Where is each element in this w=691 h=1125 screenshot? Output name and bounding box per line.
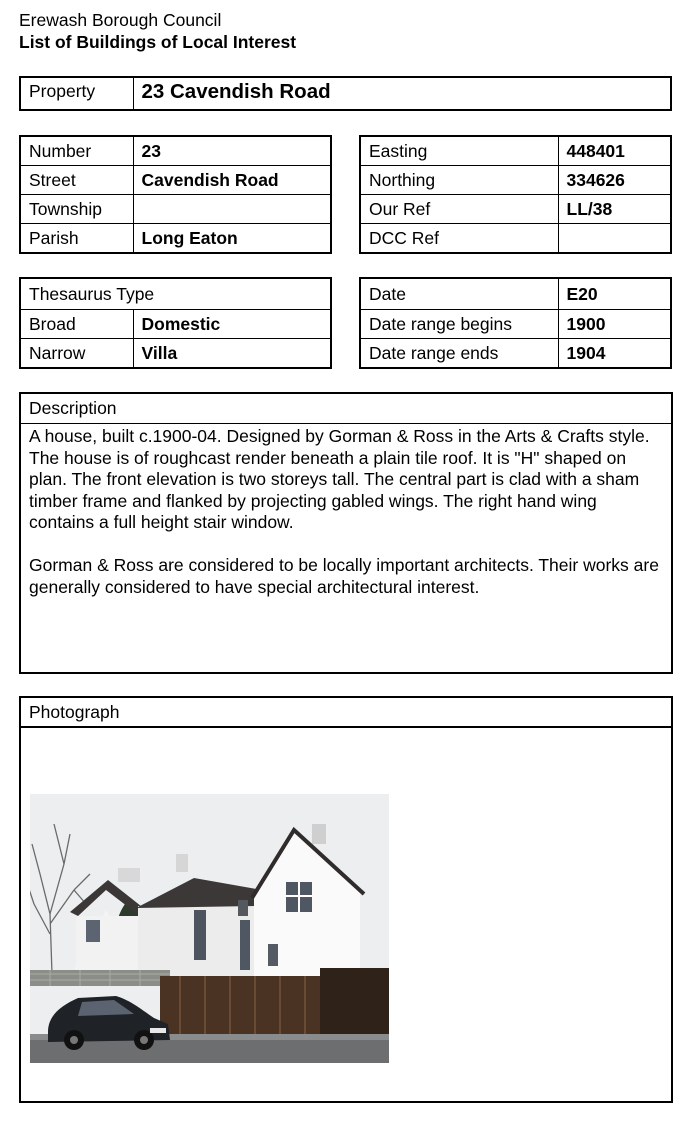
easting-value: 448401: [558, 136, 671, 166]
date-begins-label: Date range begins: [360, 310, 558, 339]
description-text: [21, 424, 671, 598]
house-photo: [30, 794, 389, 1063]
street-label: Street: [20, 166, 133, 195]
dates-table: [359, 277, 672, 369]
date-label: Date: [360, 278, 558, 310]
township-label: Township: [20, 195, 133, 224]
narrow-label: Narrow: [20, 339, 133, 369]
our-ref-value: LL/38: [558, 195, 671, 224]
parish-label: Parish: [20, 224, 133, 254]
street-value: Cavendish Road: [133, 166, 331, 195]
thesaurus-title: Thesaurus Type: [20, 278, 331, 310]
property-label: Property: [20, 77, 133, 110]
date-ends-label: Date range ends: [360, 339, 558, 369]
number-value: 23: [133, 136, 331, 166]
description-paragraph: Gorman & Ross are considered to be locally important architects. Their works are generally considered to have special architectural interest.: [29, 555, 659, 597]
description-paragraph: A house, built c.1900-04. Designed by Gorman & Ross in the Arts & Crafts style. The house is of roughcast render beneath a plain tile roof. It is "H" shaped on plan. The front elevation is two storeys tall. The central part is clad with a sham timber frame and flanked by projecting gabled wings. The right hand wing contains a full height stair window.: [29, 426, 650, 532]
property-value: 23 Cavendish Road: [133, 77, 671, 110]
photograph-box: [19, 696, 673, 1103]
township-value: [133, 195, 331, 224]
number-label: Number: [20, 136, 133, 166]
photograph-label: Photograph: [21, 698, 671, 728]
thesaurus-table: [19, 277, 332, 369]
date-begins-value: 1900: [558, 310, 671, 339]
easting-label: Easting: [360, 136, 558, 166]
broad-value: Domestic: [133, 310, 331, 339]
parish-value: Long Eaton: [133, 224, 331, 254]
council-name: Erewash Borough Council: [19, 10, 222, 30]
address-table: [19, 135, 332, 254]
list-title: List of Buildings of Local Interest: [19, 32, 297, 52]
broad-label: Broad: [20, 310, 133, 339]
property-table: [19, 76, 672, 111]
date-ends-value: 1904: [558, 339, 671, 369]
our-ref-label: Our Ref: [360, 195, 558, 224]
northing-label: Northing: [360, 166, 558, 195]
description-box: [19, 392, 673, 674]
references-table: [359, 135, 672, 254]
northing-value: 334626: [558, 166, 671, 195]
dcc-ref-value: [558, 224, 671, 254]
date-value: E20: [558, 278, 671, 310]
dcc-ref-label: DCC Ref: [360, 224, 558, 254]
description-label: Description: [21, 394, 671, 424]
narrow-value: Villa: [133, 339, 331, 369]
